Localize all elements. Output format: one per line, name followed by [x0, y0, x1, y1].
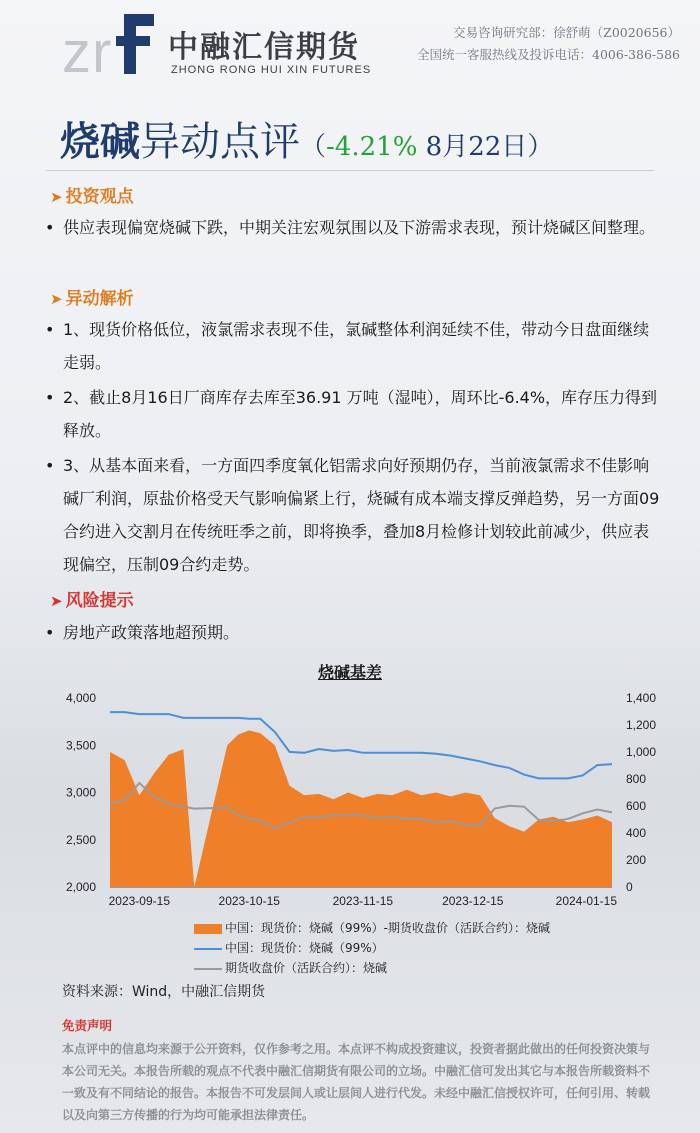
title-product: 烧碱 — [60, 118, 140, 165]
y-right-tick-label: 400 — [626, 826, 647, 840]
chart-title: 烧碱基差 — [317, 663, 382, 682]
list-item — [45, 211, 660, 244]
x-tick-label: 2023-10-15 — [218, 894, 280, 908]
y-right-tick-label: 0 — [626, 880, 633, 894]
title-date: 8月22日） — [417, 132, 554, 162]
section-view — [50, 182, 134, 207]
bullet-text: 供应表现偏宽烧碱下跌，中期关注宏观氛围以及下游需求表现，预计烧碱区间整理。 — [63, 218, 656, 237]
y-left-tick-label: 2,000 — [65, 880, 96, 894]
list-item — [45, 616, 660, 649]
chevron-right-icon: ➤ — [50, 592, 63, 610]
legend-swatch — [194, 948, 222, 950]
spot-price-line — [110, 712, 612, 778]
legend-swatch — [194, 968, 222, 970]
legend-item-futures — [194, 958, 550, 978]
company-name-en: ZHONG RONG HUI XIN FUTURES — [171, 64, 372, 76]
section-analysis — [50, 284, 134, 309]
title-type: 异动点评 — [140, 119, 300, 165]
x-tick-label: 2023-11-15 — [332, 894, 394, 908]
header — [0, 0, 700, 90]
y-left-tick-label: 2,500 — [65, 832, 96, 847]
data-source: 资料来源：Wind，中融汇信期货 — [62, 984, 266, 1000]
title-open-paren: （ — [300, 132, 327, 162]
bullet-dot-icon: • — [45, 623, 55, 642]
hotline-line: 全国统一客服热线及投诉电话：4006-386-586 — [417, 47, 680, 62]
section-view-label: 投资观点 — [65, 187, 134, 207]
x-tick-label: 2024-01-15 — [555, 894, 618, 908]
legend-swatch — [194, 924, 222, 934]
x-tick-label: 2023-09-15 — [108, 894, 171, 908]
title-divider — [46, 170, 654, 171]
y-right-tick-label: 800 — [626, 772, 647, 786]
contact-info — [417, 22, 680, 66]
list-item — [45, 449, 660, 581]
section-risk — [50, 586, 134, 611]
y-right-tick-label: 1,200 — [626, 718, 657, 732]
bullet-dot-icon: • — [45, 456, 55, 475]
bullet-text: 1、现货价格低位，液氯需求表现不佳，氯碱整体利润延续不佳，带动今日盘面继续走弱。 — [63, 320, 650, 372]
title-change: -4.21% — [326, 132, 418, 162]
legend-item-spot — [194, 938, 550, 958]
list-item — [45, 381, 660, 447]
legend-label: 期货收盘价（活跃合约）：烧碱 — [225, 961, 388, 975]
disclaimer-text: 本点评中的信息均来源于公开资料，仅作参考之用。本点评不构成投资建议，投资者据此做出的任何投资决策与本公司无关。本报告所载的观点不代表中融汇信期货有限公司的立场。中融汇信可发出其它与本报告所载资料不一致及有不同结论的报告。本报告不可发层间人或让层间人进行代发。未经中融汇信授权许可，任何引用、转载以及向第三方传播的行为均可能承担法律责任。 — [62, 1042, 651, 1122]
bullet-dot-icon: • — [45, 218, 55, 237]
disclaimer-title: 免责声明 — [62, 1018, 113, 1033]
chart-legend — [194, 918, 550, 978]
svg-text:z: z — [62, 20, 91, 78]
svg-text:r: r — [92, 20, 112, 78]
company-name: 中融汇信期货 — [168, 30, 360, 65]
bullet-dot-icon: • — [45, 388, 55, 407]
chevron-right-icon: ➤ — [50, 290, 63, 308]
y-right-tick-label: 1,000 — [626, 745, 657, 759]
bullet-text: 3、从基本面来看，一方面四季度氧化铝需求向好预期仍存，当前液氯需求不佳影响碱厂利润，原盐价格受天气影响偏紧上行，烧碱有成本端支撑反弹趋势，另一方面09合约进入交割月在传统旺季之前，即将换季，叠加8月检修计划较此前减少，供应表现偏空，压制09合约走势。 — [63, 456, 660, 574]
y-left-tick-label: 4,000 — [65, 691, 96, 705]
basis-area — [110, 730, 612, 887]
zrf-logo-icon — [62, 14, 158, 78]
section-risk-label: 风险提示 — [65, 591, 134, 611]
legend-label: 中国：现货价：烧碱（99%） — [225, 941, 384, 955]
bullet-dot-icon: • — [45, 320, 55, 339]
bullet-text: 房地产政策落地超预期。 — [63, 623, 240, 642]
y-left-tick-label: 3,000 — [65, 785, 96, 800]
bullet-text: 2、截止8月16日厂商库存去库至36.91 万吨（湿吨），周环比-6.4%，库存压力得到释放。 — [63, 388, 658, 440]
legend-item-basis — [194, 918, 550, 938]
basis-chart — [0, 680, 700, 912]
y-right-tick-label: 1,400 — [626, 691, 657, 705]
legend-label: 中国：现货价：烧碱（99%）-期货收盘价（活跃合约）：烧碱 — [225, 921, 551, 935]
list-item — [45, 313, 660, 379]
y-left-tick-label: 3,500 — [65, 738, 96, 753]
section-analysis-label: 异动解析 — [65, 289, 134, 309]
x-tick-label: 2023-12-15 — [442, 894, 504, 908]
chevron-right-icon: ➤ — [50, 188, 63, 206]
y-right-tick-label: 600 — [626, 799, 647, 813]
analyst-line: 交易咨询研究部：徐舒萌（Z0020656） — [453, 25, 680, 40]
page-title — [60, 110, 553, 167]
y-right-tick-label: 200 — [626, 853, 647, 867]
